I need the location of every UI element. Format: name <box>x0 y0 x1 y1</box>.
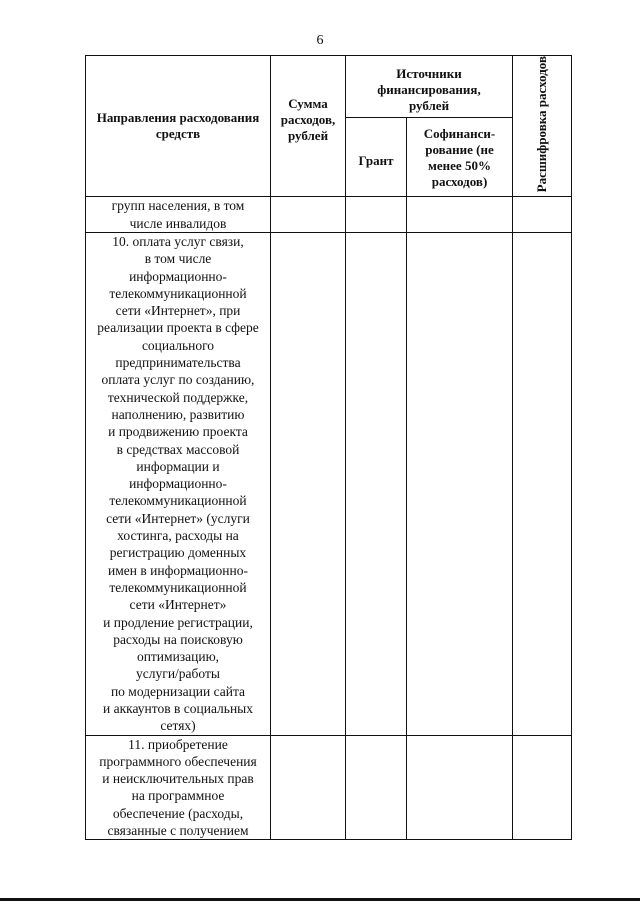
expense-table <box>85 55 572 840</box>
page-number: 6 <box>316 33 324 48</box>
row-text: групп населения, в том числе инвалидов <box>111 198 245 231</box>
row-sum-cell <box>271 735 346 840</box>
table-row <box>86 232 572 735</box>
row-cofinancing-cell <box>407 232 513 735</box>
row-cofinancing-cell <box>407 197 513 233</box>
row-cofinancing-cell <box>407 735 513 840</box>
row-text: 11. приобретение программного обеспечения и неисключительных прав на программное обеспечение (расходы, связанные с получением <box>99 736 257 839</box>
scan-bottom-edge <box>0 898 640 901</box>
row-sum-cell <box>271 197 346 233</box>
row-breakdown-cell <box>513 197 572 233</box>
row-grant-cell <box>346 232 407 735</box>
row-sum-cell <box>271 232 346 735</box>
table-row <box>86 735 572 840</box>
row-breakdown-cell <box>513 232 572 735</box>
row-grant-cell <box>346 197 407 233</box>
header-breakdown: Расшифровка расходов <box>513 56 572 197</box>
header-grant: Грант <box>346 117 407 197</box>
table-row <box>86 197 572 233</box>
header-sum: Сумма расходов, рублей <box>271 56 346 197</box>
header-cofinancing: Софинанси-рование (не менее 50% расходов) <box>407 117 513 197</box>
header-direction: Направления расходования средств <box>86 56 271 197</box>
row-grant-cell <box>346 735 407 840</box>
row-direction-cell <box>86 735 271 840</box>
row-direction-cell <box>86 232 271 735</box>
row-text: 10. оплата услуг связи, в том числе информационно- телекоммуникационной сети «Интернет», при реализации проекта в сфере социального предпринимательства оплата услуг по созданию, технической поддержке, наполнению, развитию и продвижению проекта в средствах массовой информации и информационно- телекоммуникационной сети «Интернет» (услуги хостинга, расходы на регистрацию доменных имен в информационно- телекоммуникационной сети «Интернет» и продление регистрации, расходы на поисковую оптимизацию, услуги/работы по модернизации сайта и аккаунтов в социальных сетях) <box>97 233 259 734</box>
row-direction-cell <box>86 197 271 233</box>
row-breakdown-cell <box>513 735 572 840</box>
header-sources: Источники финансирования, рублей <box>346 56 513 118</box>
